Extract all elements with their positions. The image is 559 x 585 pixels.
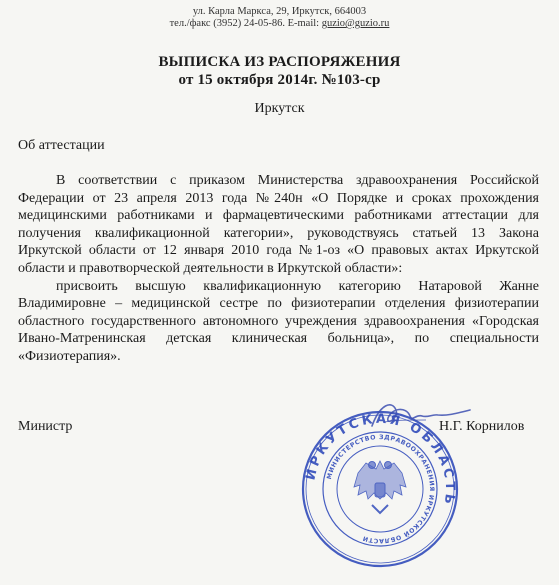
document-subject: Об аттестации: [18, 138, 105, 153]
coat-of-arms-eagle-icon: [354, 461, 406, 513]
letterhead-address: ул. Карла Маркса, 29, Иркутск, 664003: [192, 6, 367, 17]
letterhead-phone: тел./факс (3952) 24-05-86. E-mail:: [169, 18, 322, 29]
seal-inner-text: МИНИСТЕРСТВО ЗДРАВООХРАНЕНИЯ ИРКУТСКОЙ ОБЛАСТИ: [325, 433, 436, 545]
document-body: [18, 172, 539, 366]
letterhead-email-link[interactable]: guzio@guzio.ru: [321, 18, 390, 29]
letterhead-contacts: [0, 18, 559, 30]
document-date-number: от 15 октября 2014г. №103-ср: [178, 72, 381, 88]
document-title: ВЫПИСКА ИЗ РАСПОРЯЖЕНИЯ: [158, 54, 401, 70]
document-city: Иркутск: [254, 101, 305, 116]
signatory-position: Министр: [18, 419, 73, 434]
body-paragraph-decision: присвоить высшую квалификационную категорию Натаровой Жанне Владимировне – медицинской сестре по физиотерапии отделения физиотерапии областного государственного автономного учреждения здравоохранения «Городская Ивано-Матренинская детская клиническая больница», по специальности «Физиотерапия».: [18, 278, 539, 364]
body-paragraph-basis: В соответствии с приказом Министерства здравоохранения Российской Федерации от 23 апреля 2013 года №240н «О Порядке и сроках прохождения медицинскими работниками и фармацевтическими работниками аттестации для получения квалификационной категории», руководствуясь статьей 13 Закона Иркутской области от 12 января 2010 года №1-оз «О правовых актах Иркутской области и правотворческой деятельности в Иркутской области»:: [18, 173, 539, 276]
signatory-name: Н.Г. Корнилов: [439, 419, 525, 434]
seal-outer-text: ИРКУТСКАЯ ОБЛАСТЬ: [303, 411, 458, 508]
